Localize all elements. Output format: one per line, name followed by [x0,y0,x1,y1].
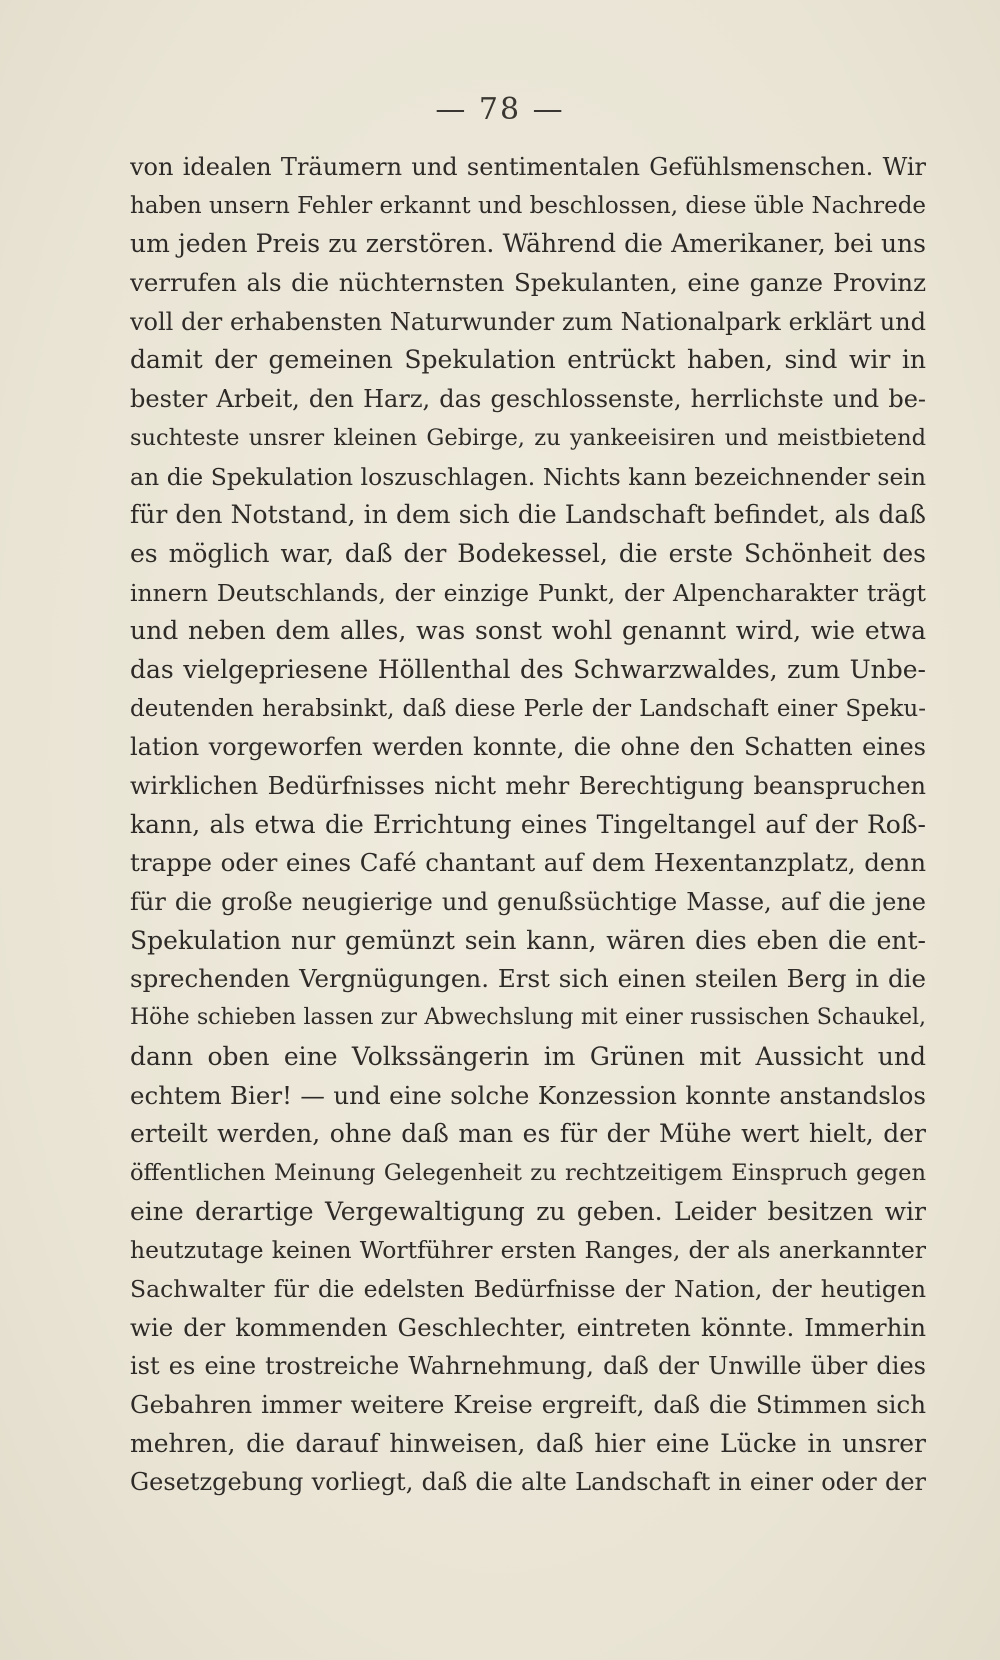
text-line: Gesetzgebung vorliegt, daß die alte Landschaft in einer oder der [130,1468,926,1497]
text-line: wie der kommenden Geschlechter, eintreten könnte. Immerhin [130,1312,926,1342]
text-line: Gebahren immer weitere Kreise ergreift, daß die Stimmen sich [130,1390,926,1419]
text-line: Sachwalter für die edelsten Bedürfnisse der Nation, der heutigen [130,1274,926,1303]
text-line: mehren, die darauf hinweisen, daß hier eine Lücke in unsrer [130,1428,926,1458]
text-line: damit der gemeinen Spekulation entrückt haben, sind wir in [130,345,926,375]
text-line: echtem Bier! — und eine solche Konzession konnte anstandslos [130,1080,926,1110]
text-line: Höhe schieben lassen zur Abwechslung mit einer russischen Schaukel, [130,1005,926,1031]
text-line: um jeden Preis zu zerstören. Während die Amerikaner, bei uns [130,229,926,259]
text-line: Spekulation nur gemünzt sein kann, wären dies eben die ent- [130,925,926,955]
page-number: — 78 — [435,92,565,127]
text-line: für die große neugierige und genußsüchtige Masse, auf die jene [130,888,926,917]
text-line: erteilt werden, ohne daß man es für der Mühe wert hielt, der [130,1119,926,1149]
text-line: voll der erhabensten Naturwunder zum Nationalpark erklärt und [130,307,926,336]
text-line: kann, als etwa die Errichtung eines Tingeltangel auf der Roß- [130,809,926,839]
text-line: öffentlichen Meinung Gelegenheit zu rechtzeitigem Einspruch gegen [130,1159,926,1186]
text-line: deutenden herabsinkt, daß diese Perle der Landschaft einer Speku- [130,695,926,722]
text-line: dann oben eine Volkssängerin im Grünen mit Aussicht und [130,1041,926,1071]
text-line: eine derartige Vergewaltigung zu geben. Leider besitzen wir [130,1196,926,1226]
text-line: heutzutage keinen Wortführer ersten Ranges, der als anerkannter [130,1236,926,1265]
text-line: innern Deutschlands, der einzige Punkt, der Alpencharakter trägt [130,578,926,607]
text-line: wirklichen Bedürfnisses nicht mehr Berechtigung beanspruchen [130,772,926,800]
text-line: für den Notstand, in dem sich die Landschaft befindet, als daß [130,500,926,530]
text-line: suchteste unsrer kleinen Gebirge, zu yankeeisiren und meistbietend [130,424,926,451]
text-line: ist es eine trostreiche Wahrnehmung, daß der Unwille über dies [130,1352,926,1381]
text-line: das vielgepriesene Höllenthal des Schwarzwaldes, zum Unbe- [130,654,926,684]
body-text [130,148,926,1502]
text-line: an die Spekulation loszuschlagen. Nichts kann bezeichnender sein [130,462,926,491]
text-line: lation vorgeworfen werden konnte, die ohne den Schatten eines [130,733,926,762]
text-line: von idealen Träumern und sentimentalen Gefühlsmenschen. Wir [130,153,926,181]
text-line: und neben dem alles, was sonst wohl genannt wird, wie etwa [130,616,926,646]
text-line: verrufen als die nüchternsten Spekulanten, eine ganze Provinz [130,268,926,298]
text-line: trappe oder eines Café chantant auf dem Hexentanzplatz, denn [130,848,926,878]
text-line: es möglich war, daß der Bodekessel, die erste Schönheit des [130,538,926,568]
text-line: sprechenden Vergnügungen. Erst sich einen steilen Berg in die [130,964,926,994]
text-line: bester Arbeit, den Harz, das geschlossenste, herrlichste und be- [130,385,926,414]
text-line: haben unsern Fehler erkannt und beschlossen, diese üble Nachrede [130,192,926,219]
